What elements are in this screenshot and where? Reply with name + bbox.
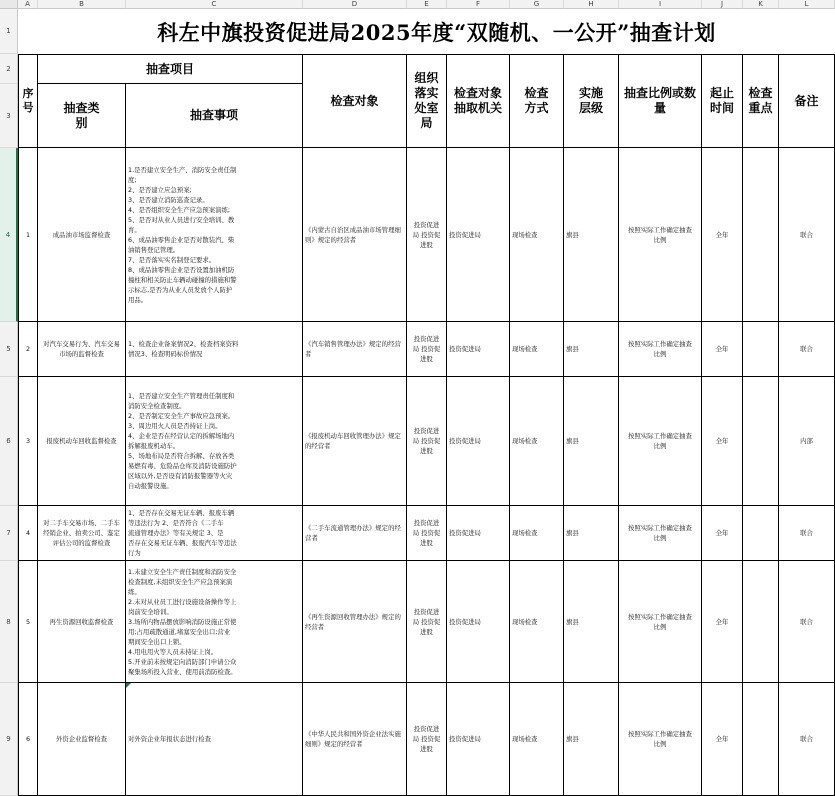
seq-text: 6: [25, 735, 31, 743]
column-header-c[interactable]: C: [126, 0, 303, 9]
cell-level-row-3[interactable]: [564, 377, 619, 506]
target-text: 《二手车流通管理办法》规定的经营者: [305, 524, 401, 542]
items-line: 岗前安全培训。: [128, 607, 173, 616]
method-text: 现场检查: [512, 345, 538, 353]
remark-text: 联合: [800, 735, 813, 743]
cell-items-row-5[interactable]: [126, 561, 303, 683]
cell-focus-row-1[interactable]: [743, 148, 779, 322]
cell-method-row-3[interactable]: [510, 377, 564, 506]
cell-org-row-6[interactable]: [407, 683, 447, 796]
items-line: 流通管理办法》等有关规定 3、是: [128, 529, 224, 537]
target-text: 《内蒙古自治区成品油市场管理细则》规定的经营者: [305, 225, 401, 244]
cell-level-row-6[interactable]: [564, 683, 619, 796]
remark-text: 联合: [800, 617, 813, 626]
header-period[interactable]: 起止时间: [702, 54, 743, 148]
column-header-a[interactable]: A: [18, 0, 38, 9]
category-text: 再生资源回收监督检查: [49, 617, 114, 626]
category-text: 外资企业监督检查: [55, 735, 108, 743]
level-text: 旗县: [566, 529, 579, 537]
cell-target-row-1[interactable]: [303, 148, 407, 322]
category-text: 成品油市场监督检查: [52, 230, 111, 239]
row-header-1[interactable]: 1: [0, 9, 18, 54]
header-org[interactable]: 组织落实处室局: [407, 54, 447, 148]
cell-org-row-3[interactable]: [407, 377, 447, 506]
org-text: 投资促进局 投资促进股: [412, 427, 441, 455]
cell-method-row-1[interactable]: [510, 148, 564, 322]
target-text: 《报废机动车回收管理办法》规定的经营者: [305, 432, 401, 450]
items-line: 练。: [128, 587, 141, 596]
items-line: 8、成品油零售企业是否设置加油机防: [128, 265, 235, 274]
cell-target-row-5[interactable]: [303, 561, 407, 683]
items-list: [128, 391, 300, 491]
items-line: 区域以外,是否设有消防报警器等火灾: [128, 472, 233, 480]
items-line: 示标志,是否为从业人员发放个人防护: [128, 285, 233, 294]
items-line: 期间安全出口上锁。: [128, 637, 186, 646]
items-line: 易燃有毒、危险品仓库及消防设施防护: [128, 462, 237, 470]
cell-seq-row-1[interactable]: [18, 148, 38, 322]
remark-text: 内部: [800, 437, 813, 445]
cell-items-row-6[interactable]: [126, 683, 303, 796]
items-line: 度;: [128, 175, 137, 184]
category-text: 报废机动车回收监督检查: [46, 437, 117, 445]
items-line: 1、检查企业备案情况2、检查档案资料: [128, 340, 239, 348]
row-header-5[interactable]: 5: [0, 322, 18, 377]
period-text: 全年: [715, 735, 729, 743]
cell-category-row-4[interactable]: [38, 506, 126, 561]
remark-text: 联合: [800, 345, 813, 353]
seq-text: 4: [25, 529, 31, 537]
column-header-b[interactable]: B: [38, 0, 126, 9]
agency-text: 投资促进局: [449, 230, 481, 239]
cell-agency-row-3[interactable]: [447, 377, 510, 506]
cell-ratio-row-5[interactable]: [619, 561, 702, 683]
cell-seq-row-2[interactable]: [18, 322, 38, 377]
items-line: 5、是否对从业人员进行安全培训、教: [128, 215, 235, 224]
ratio-text: 按照实际工作确定抽查比例: [628, 730, 692, 748]
column-header-l[interactable]: L: [779, 0, 835, 9]
items-line: 3、是否建立消防巡查记录。: [128, 195, 209, 204]
cell-focus-row-2[interactable]: [743, 322, 779, 377]
items-line: 聚集场所投入营业、使用前消防检查。: [128, 667, 237, 676]
row-header-3[interactable]: 3: [0, 84, 18, 148]
column-header-j[interactable]: J: [702, 0, 743, 9]
header-agency[interactable]: 检查对象抽取机关: [447, 54, 510, 148]
cell-period-row-4[interactable]: [702, 506, 743, 561]
items-line: 消防安全检查制度。: [128, 402, 186, 410]
cell-remark-row-3[interactable]: [779, 377, 835, 506]
items-line: 4.用电用火等人员未持证上岗。: [128, 647, 218, 656]
items-list: [128, 339, 300, 359]
cell-category-row-2[interactable]: [38, 322, 126, 377]
category-text: 对二手车交易市场、二手车经销企业、拍卖公司、鉴定评估公司的监督检查: [43, 519, 120, 547]
ratio-text: 按照实际工作确定抽查比例: [628, 340, 692, 358]
items-line: 1、是否存在交易无证车辆、报废车辆: [128, 509, 235, 517]
cell-comment-marker: [126, 683, 131, 688]
items-line: 育。: [128, 225, 141, 234]
cell-category-row-6[interactable]: [38, 683, 126, 796]
cell-category-row-5[interactable]: [38, 561, 126, 683]
items-line: 用;占用疏散通道,堵塞安全出口;营业: [128, 627, 231, 636]
cell-remark-row-1[interactable]: [779, 148, 835, 322]
cell-level-row-5[interactable]: [564, 561, 619, 683]
cell-period-row-5[interactable]: [702, 561, 743, 683]
cell-org-row-4[interactable]: [407, 506, 447, 561]
cell-items-row-3[interactable]: [126, 377, 303, 506]
level-text: 旗县: [566, 345, 579, 353]
items-line: 油销售登记管理。: [128, 245, 180, 254]
method-text: 现场检查: [512, 617, 538, 626]
cell-target-row-4[interactable]: [303, 506, 407, 561]
items-list: [128, 567, 300, 677]
cell-seq-row-6[interactable]: [18, 683, 38, 796]
seq-text: 1: [25, 230, 31, 239]
cell-method-row-2[interactable]: [510, 322, 564, 377]
column-header-k[interactable]: K: [743, 0, 779, 9]
cell-agency-row-2[interactable]: [447, 322, 510, 377]
items-line: 用品。: [128, 295, 148, 304]
cell-remark-row-4[interactable]: [779, 506, 835, 561]
cell-agency-row-6[interactable]: [447, 683, 510, 796]
cell-category-row-3[interactable]: [38, 377, 126, 506]
cell-level-row-4[interactable]: [564, 506, 619, 561]
agency-text: 投资促进局: [449, 437, 481, 445]
cell-ratio-row-6[interactable]: [619, 683, 702, 796]
ratio-text: 按照实际工作确定抽查比例: [628, 612, 692, 631]
items-line: 2.未对从业员工进行设施设备操作等上: [128, 597, 237, 606]
header-target[interactable]: 检查对象: [303, 54, 407, 148]
header-items[interactable]: 抽查事项: [126, 84, 303, 148]
column-header-f[interactable]: F: [447, 0, 510, 9]
row-header-2[interactable]: 2: [0, 54, 18, 84]
items-line: 5、场地布局是否符合拆解、存放各类: [128, 452, 235, 460]
cell-remark-row-2[interactable]: [779, 322, 835, 377]
cell-category-row-1[interactable]: [38, 148, 126, 322]
items-line: 2、是否建立应急预案;: [128, 185, 192, 194]
items-line: 拆解报废机动车。: [128, 442, 180, 450]
sheet-title[interactable]: 科左中旗投资促进局2025年度“双随机、一公开”抽查计划: [157, 19, 716, 45]
items-list: [128, 508, 300, 558]
header-level[interactable]: 实施层级: [564, 54, 619, 148]
cell-agency-row-5[interactable]: [447, 561, 510, 683]
target-text: 《汽车销售管理办法》规定的经营者: [305, 340, 401, 358]
cell-ratio-row-3[interactable]: [619, 377, 702, 506]
items-line: 否存在交易无证车辆、报废汽车等违法: [128, 539, 237, 547]
items-line: 检查制度,未组织安全生产应急预案演: [128, 577, 233, 586]
header-method[interactable]: 检查方式: [510, 54, 564, 148]
seq-text: 2: [25, 345, 31, 353]
target-text: 《再生资源回收管理办法》规定的经营者: [305, 612, 401, 631]
org-text: 投资促进局 投资促进股: [412, 607, 441, 636]
cell-level-row-1[interactable]: [564, 148, 619, 322]
items-line: 7、是否落实实名制登记要求。: [128, 255, 216, 264]
cell-period-row-2[interactable]: [702, 322, 743, 377]
row-header-8[interactable]: 8: [0, 561, 18, 683]
items-line: 行为: [128, 549, 141, 557]
column-header-h[interactable]: H: [564, 0, 619, 9]
column-header-i[interactable]: I: [619, 0, 702, 9]
cell-ratio-row-1[interactable]: [619, 148, 702, 322]
items-list: [128, 165, 300, 305]
row-header-4[interactable]: 4: [0, 148, 18, 322]
method-text: 现场检查: [512, 735, 538, 743]
org-text: 投资促进局 投资促进股: [412, 220, 441, 249]
cell-seq-row-3[interactable]: [18, 377, 38, 506]
cell-focus-row-3[interactable]: [743, 377, 779, 506]
select-all-corner[interactable]: [0, 0, 18, 9]
ratio-text: 按照实际工作确定抽查比例: [628, 432, 692, 450]
items-line: 对外资企业年报状态进行检查: [128, 735, 212, 743]
row-header-6[interactable]: 6: [0, 377, 18, 506]
remark-text: 联合: [800, 529, 813, 537]
level-text: 旗县: [566, 617, 579, 626]
cell-method-row-6[interactable]: [510, 683, 564, 796]
remark-text: 联合: [800, 230, 813, 239]
items-list: [128, 734, 300, 744]
items-line: 6、成品油零售企业是否对散装汽、柴: [128, 235, 235, 244]
header-project[interactable]: 抽查项目: [38, 54, 303, 84]
column-header-d[interactable]: D: [303, 0, 407, 9]
method-text: 现场检查: [512, 437, 538, 445]
cell-org-row-5[interactable]: [407, 561, 447, 683]
items-line: 1.是否建立安全生产、消防安全责任制: [128, 165, 237, 174]
cell-focus-row-5[interactable]: [743, 561, 779, 683]
cell-seq-row-5[interactable]: [18, 561, 38, 683]
header-ratio[interactable]: 抽查比例或数量: [619, 54, 702, 148]
cell-method-row-5[interactable]: [510, 561, 564, 683]
category-text: 对汽车交易行为、汽车交易市场的监督检查: [43, 340, 120, 358]
seq-text: 5: [25, 617, 31, 626]
header-category[interactable]: 抽查类别: [38, 84, 126, 148]
level-text: 旗县: [566, 437, 579, 445]
items-line: 撞柱和相关防止车辆动碰撞的措施和警: [128, 275, 237, 284]
ratio-text: 按照实际工作确定抽查比例: [628, 225, 692, 244]
agency-text: 投资促进局: [449, 617, 481, 626]
agency-text: 投资促进局: [449, 345, 481, 353]
cell-method-row-4[interactable]: [510, 506, 564, 561]
org-text: 投资促进局 投资促进股: [412, 335, 441, 363]
cell-ratio-row-2[interactable]: [619, 322, 702, 377]
items-line: 自动报警设施。: [128, 482, 173, 490]
cell-period-row-1[interactable]: [702, 148, 743, 322]
level-text: 旗县: [566, 230, 579, 239]
agency-text: 投资促进局: [449, 735, 481, 743]
items-line: 等违法行为 2、是否符合《二手车: [128, 519, 224, 527]
cell-items-row-4[interactable]: [126, 506, 303, 561]
cell-org-row-1[interactable]: [407, 148, 447, 322]
header-remark[interactable]: 备注: [779, 54, 835, 148]
items-line: 3.场所内物品摆放影响消防设施正常使: [128, 617, 237, 626]
cell-seq-row-4[interactable]: [18, 506, 38, 561]
column-header-e[interactable]: E: [407, 0, 447, 9]
cell-remark-row-5[interactable]: [779, 561, 835, 683]
agency-text: 投资促进局: [449, 529, 481, 537]
method-text: 现场检查: [512, 529, 538, 537]
cell-period-row-6[interactable]: [702, 683, 743, 796]
period-text: 全年: [715, 529, 729, 537]
period-text: 全年: [715, 230, 729, 239]
cell-level-row-2[interactable]: [564, 322, 619, 377]
target-text: 《中华人民共和国外资企业法实施细则》规定的经营者: [305, 730, 401, 748]
cell-agency-row-4[interactable]: [447, 506, 510, 561]
cell-remark-row-6[interactable]: [779, 683, 835, 796]
seq-text: 3: [25, 437, 31, 445]
items-line: 5.开业前未按规定向消防部门申请公众: [128, 657, 237, 666]
items-line: 情况3、检查明码标价情况: [128, 350, 203, 358]
items-line: 2、是否制定安全生产事故应急预案。: [128, 412, 235, 420]
row-header-9[interactable]: 9: [0, 683, 18, 796]
items-line: 1.未建立安全生产责任制度和消防安全: [128, 567, 237, 576]
period-text: 全年: [715, 617, 729, 626]
org-text: 投资促进局 投资促进股: [412, 725, 441, 753]
org-text: 投资促进局 投资促进股: [412, 519, 441, 547]
header-seq[interactable]: 序号: [18, 54, 38, 148]
items-line: 3、周边用火人员是否持证上岗。: [128, 422, 222, 430]
cell-period-row-3[interactable]: [702, 377, 743, 506]
cell-items-row-1[interactable]: [126, 148, 303, 322]
items-line: 4、企业是否在经营认定的拆解场地内: [128, 432, 235, 440]
cell-focus-row-6[interactable]: [743, 683, 779, 796]
items-line: 1、是否建立安全生产管理责任制度和: [128, 392, 235, 400]
method-text: 现场检查: [512, 230, 538, 239]
cell-items-row-2[interactable]: [126, 322, 303, 377]
cell-agency-row-1[interactable]: [447, 148, 510, 322]
cell-target-row-2[interactable]: [303, 322, 407, 377]
level-text: 旗县: [566, 735, 579, 743]
cell-ratio-row-4[interactable]: [619, 506, 702, 561]
row-header-7[interactable]: 7: [0, 506, 18, 561]
period-text: 全年: [715, 345, 729, 353]
cell-focus-row-4[interactable]: [743, 506, 779, 561]
cell-target-row-6[interactable]: [303, 683, 407, 796]
ratio-text: 按照实际工作确定抽查比例: [628, 524, 692, 542]
cell-org-row-2[interactable]: [407, 322, 447, 377]
period-text: 全年: [715, 437, 729, 445]
cell-target-row-3[interactable]: [303, 377, 407, 506]
items-line: 4、是否组织安全生产应急预案演练;: [128, 205, 231, 214]
header-focus[interactable]: 检查重点: [743, 54, 779, 148]
column-header-g[interactable]: G: [510, 0, 564, 9]
